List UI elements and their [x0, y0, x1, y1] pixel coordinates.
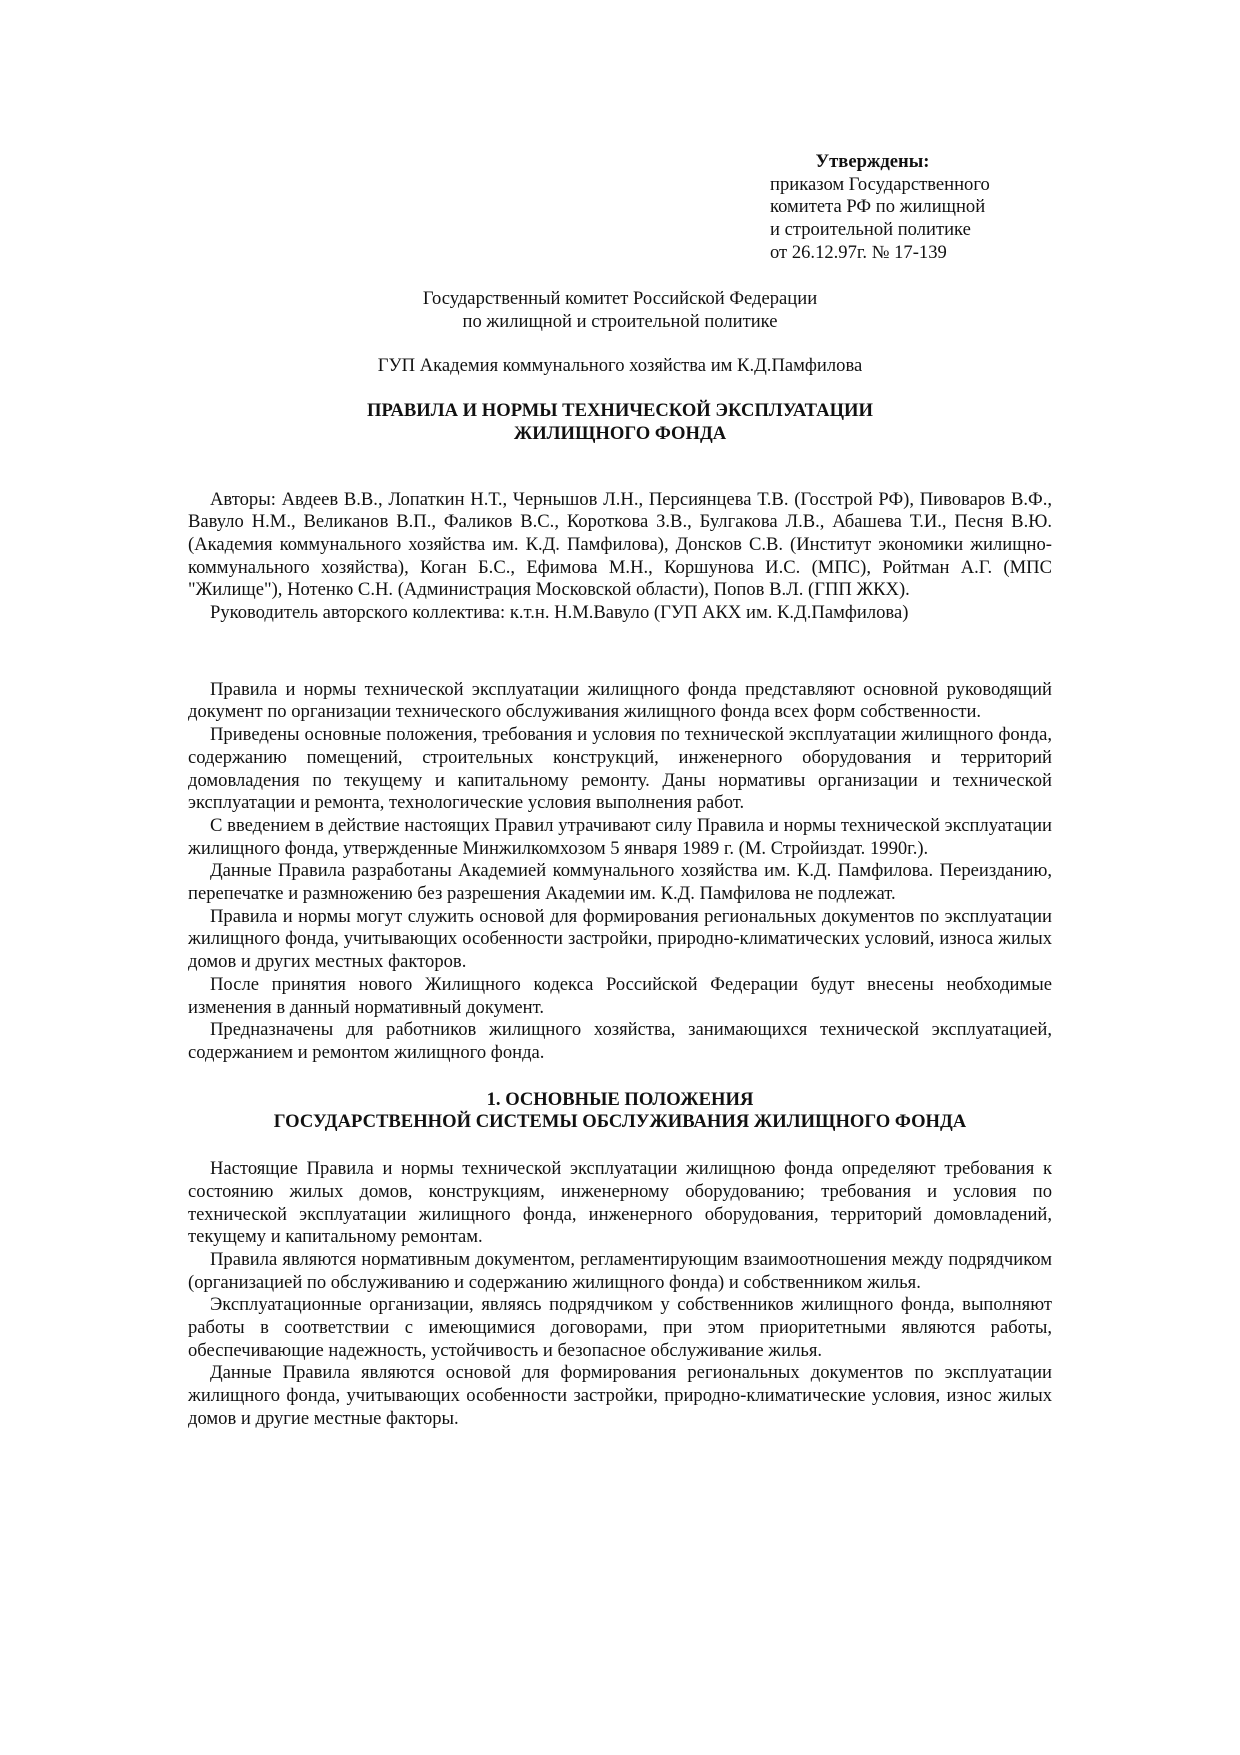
- document-title: ЖИЛИЩНОГО ФОНДА: [513, 422, 727, 444]
- intro-paragraph: С введением в действие настоящих Правил утрачивают силу Правила и нормы технической эксплуатации жилищного фонда, утвержденные Минжилкомхозом 5 января 1989 г. (М. Стройиздат. 1990г.).: [188, 814, 1052, 859]
- section-paragraph: Эксплуатационные организации, являясь подрядчиком у собственников жилищного фонда, выполняют работы в соответствии с имеющимися договорами, при этом приоритетными являются работы, обеспечивающие надежность, устойчивость и безопасное обслуживание жилья.: [188, 1294, 1052, 1361]
- intro-paragraph: Предназначены для работников жилищного хозяйства, занимающихся технической эксплуатацией, содержанием и ремонтом жилищного фонда.: [188, 1019, 1052, 1063]
- approval-line: и строительной политике: [770, 219, 971, 241]
- intro-paragraph: Правила и нормы технической эксплуатации жилищного фонда представляют основной руководящий документ по организации технического обслуживания жилищного фонда всех форм собственности.: [188, 678, 1052, 723]
- section-heading: 1. ОСНОВНЫЕ ПОЛОЖЕНИЯ: [486, 1088, 754, 1110]
- section-paragraph: Данные Правила являются основой для формирования региональных документов по эксплуатации жилищного фонда, учитывающих особенности застройки, природно-климатические условия, износ жилых домов и другие местные факторы.: [188, 1362, 1052, 1429]
- document-title: ПРАВИЛА И НОРМЫ ТЕХНИЧЕСКОЙ ЭКСПЛУАТАЦИИ: [367, 400, 873, 422]
- intro-paragraph: Правила и нормы могут служить основой для формирования региональных документов по эксплуатации жилищного фонда, учитывающих особенности застройки, природно-климатических условий, износа жилых домов и других местных факторов.: [188, 905, 1052, 973]
- section-paragraph: Правила являются нормативным документом, регламентирующим взаимоотношения между подрядчиком (организацией по обслуживанию и содержанию жилищного фонда) и собственником жилья.: [188, 1248, 1052, 1293]
- authors-paragraph: Авторы: Авдеев В.В., Лопаткин Н.Т., Чернышов Л.Н., Персиянцева Т.В. (Госстрой РФ), Пивоваров В.Ф., Вавуло Н.М., Великанов В.П., Фаликов В.С., Короткова З.В., Булгакова Л.В., Абашева Т.И., Песня В.Ю. (Академия коммунального хозяйства им. К.Д. Памфилова), Донсков С.В. (Институт экономики жилищно-коммунального хозяйства), Коган Б.С., Ефимова М.Н., Коршунова И.С. (МПС), Ройтман А.Г. (МПС "Жилище"), Нотенко С.Н. (Администрация Московской области), Попов В.Л. (ГПП ЖКХ).: [188, 488, 1052, 601]
- approval-title: Утверждены:: [815, 151, 930, 172]
- committee-line: по жилищной и строительной политике: [462, 310, 778, 332]
- authors-leader: Руководитель авторского коллектива: к.т.н. Н.М.Вавуло (ГУП АКХ им. К.Д.Памфилова): [210, 602, 909, 624]
- section-heading: ГОСУДАРСТВЕННОЙ СИСТЕМЫ ОБСЛУЖИВАНИЯ ЖИЛИЩНОГО ФОНДА: [273, 1111, 967, 1133]
- approval-line: от 26.12.97г. № 17-139: [770, 241, 947, 263]
- organization-name: ГУП Академия коммунального хозяйства им К.Д.Памфилова: [377, 355, 863, 377]
- intro-paragraph: Данные Правила разработаны Академией коммунального хозяйства им. К.Д. Памфилова. Переизданию, перепечатке и размножению без разрешения Академии им. К.Д. Памфилова не подлежат.: [188, 860, 1052, 905]
- committee-line: Государственный комитет Российской Федерации: [422, 288, 818, 309]
- intro-paragraph: Приведены основные положения, требования и условия по технической эксплуатации жилищного фонда, содержанию помещений, строительных конструкций, инженерного оборудования и территорий домовладения по текущему и капитальному ремонту. Даны нормативы организации и технической эксплуатации и ремонта, технологические условия выполнения работ.: [188, 724, 1052, 814]
- section-paragraph: Настоящие Правила и нормы технической эксплуатации жилищною фонда определяют требования к состоянию жилых домов, конструкциям, инженерному оборудованию; требования и условия по технической эксплуатации жилищного фонда, инженерного оборудования, территорий домовладений, текущему и капитальному ремонтам.: [188, 1158, 1052, 1248]
- intro-paragraph: После принятия нового Жилищного кодекса Российской Федерации будут внесены необходимые изменения в данный нормативный документ.: [188, 973, 1052, 1018]
- approval-block: [770, 151, 1030, 265]
- approval-line: приказом Государственного: [770, 173, 990, 195]
- approval-line: комитета РФ по жилищной: [770, 196, 986, 218]
- document-content: [188, 288, 1052, 1431]
